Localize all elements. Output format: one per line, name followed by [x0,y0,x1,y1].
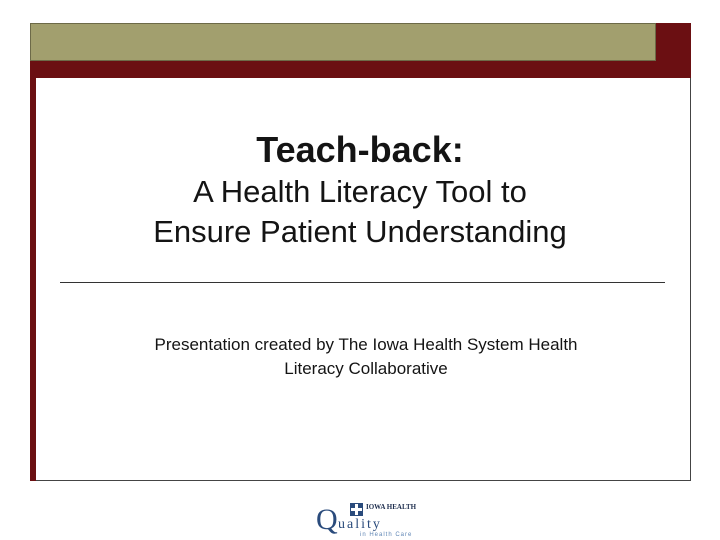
maroon-corner-square [656,23,691,61]
subtitle-line-2: Ensure Patient Understanding [153,214,567,249]
logo-word: uality [338,517,382,532]
quality-logo [316,500,421,540]
medical-cross-icon [350,503,363,516]
slide-title: Teach-back: [256,129,464,170]
slide-subtitle [0,172,720,252]
logo-system-name: IOWA HEALTH [366,503,417,511]
subtitle-line-1: A Health Literacy Tool to [193,174,527,209]
presenter-line-1: Presentation created by The Iowa Health System Health [154,335,578,354]
presenter-credit [0,333,720,381]
maroon-band [30,61,691,78]
title-divider [60,282,665,283]
logo-tagline: in Health Care [360,532,413,538]
presenter-line-2: Literacy Collaborative [284,359,448,378]
logo-initial: Q [316,503,338,536]
olive-header-bar [30,23,656,61]
